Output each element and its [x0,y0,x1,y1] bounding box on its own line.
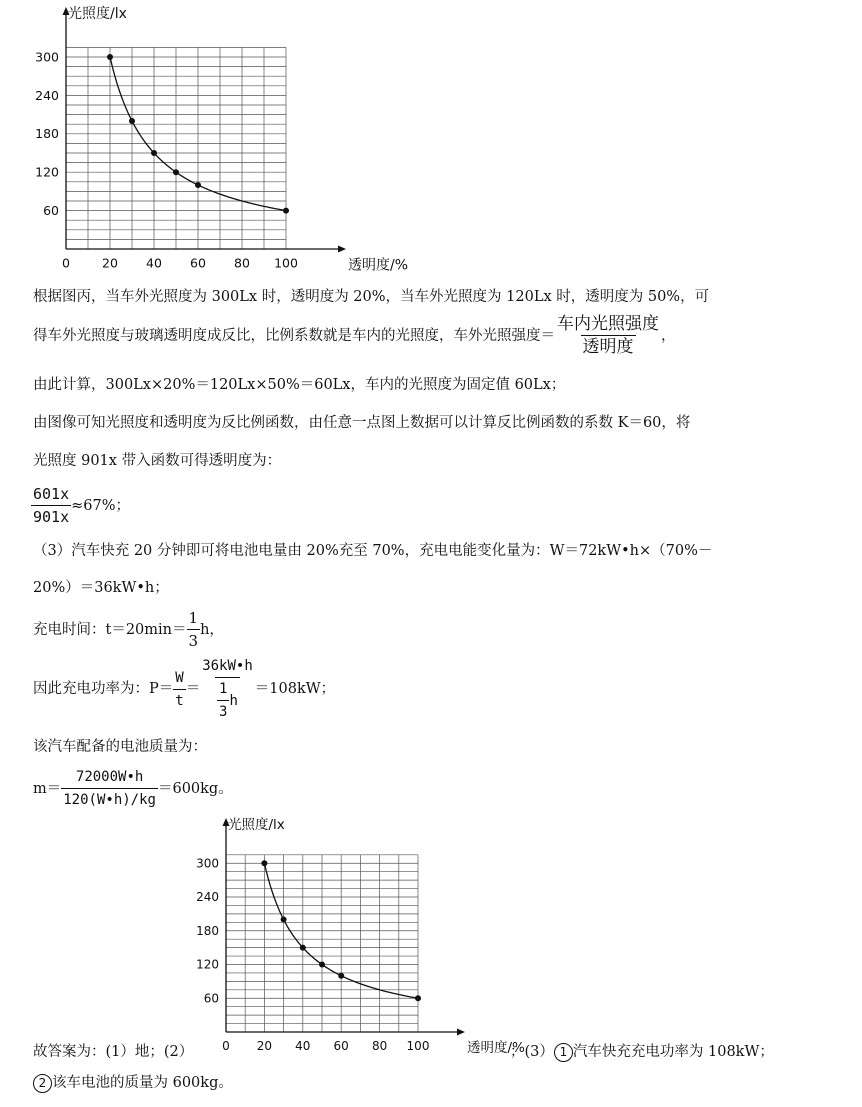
fraction-numerator: 1 [219,681,228,697]
y-tick-label: 60 [43,202,59,218]
paragraph-13-sep: ；(3） [510,1044,554,1060]
paragraph-4: 由图像可知光照度和透明度为反比例函数，由任意一点图上数据可以计算反比例函数的系数 K＝60，将 [33,415,691,431]
x-tick-label: 20 [102,255,118,271]
data-point [338,973,344,979]
paragraph-14-tail: 该车电池的质量为 600kg。 [52,1075,233,1091]
paragraph-3: 由此计算，300Lx×20%＝120Lx×50%＝60Lx，车内的光照度为固定值 60Lx； [33,377,566,393]
paragraph-6 [31,484,130,527]
paragraph-12 [33,767,233,810]
fraction-denominator: 透明度 [582,337,634,357]
fraction-numerator: 72000W•h [75,769,144,785]
data-point [173,169,179,175]
circled-number-1: 1 [554,1043,573,1062]
data-point [107,54,113,60]
x-tick-label: 0 [62,255,70,271]
fraction-light-ratio [555,314,661,357]
fraction-transparency [31,484,71,527]
x-tick-label: 20 [256,1039,273,1053]
x-tick-label: 80 [371,1039,388,1053]
paragraph-13-start: 故答案为：(1）地；(2） [33,1044,194,1060]
data-point [129,118,135,124]
fraction-w-over-t [173,668,185,711]
data-point [283,208,289,214]
paragraph-13-tail: 汽车快充充电功率为 108kW； [572,1044,774,1060]
fraction-one-third-inner [217,679,229,722]
x-tick-label: 40 [146,255,162,271]
paragraph-6-tail: ≈67%； [71,497,131,514]
y-tick-label: 300 [35,49,59,65]
fraction-denominator: t [173,689,185,711]
y-tick-label: 60 [203,991,219,1006]
fraction-numerator: W [175,669,184,686]
fraction-power [200,656,255,722]
y-tick-label: 180 [196,923,219,938]
y-axis-label: 光照度/lx [228,817,285,833]
chart-bottom [185,812,525,1062]
y-tick-label: 180 [35,126,59,142]
data-point [151,150,157,156]
equals-sign: ＝ [185,681,201,697]
fraction-denominator [215,677,240,722]
paragraph-5: 光照度 901x 带入函数可得透明度为： [33,453,282,469]
paragraph-13-end [510,1042,774,1062]
x-tick-label: 60 [333,1039,349,1053]
paragraph-9-text: 充电时间：t＝20min＝ [33,621,187,638]
paragraph-2 [33,314,676,357]
x-tick-label: 0 [222,1039,230,1053]
y-tick-label: 120 [35,164,59,180]
paragraph-10-text: 因此充电功率为：P＝ [33,681,174,697]
paragraph-10-tail: ＝108kW； [254,681,336,697]
data-point [281,917,287,923]
x-axis-arrow [457,1029,465,1036]
paragraph-2-text: 得车外光照度与玻璃透明度成反比，比例系数就是车内的光照度，车外光照强度＝ [33,327,555,344]
paragraph-9 [33,608,224,651]
x-axis-label: 透明度/% [348,257,409,274]
paragraph-1: 根据图丙，当车外光照度为 300Lx 时，透明度为 20%，当车外光照度为 120Lx 时，透明度为 50%，可 [33,289,710,305]
fraction-denominator: 3 [217,700,229,722]
y-tick-label: 240 [196,890,219,905]
circled-number-2: 2 [33,1074,52,1093]
paragraph-11: 该汽车配备的电池质量为： [33,739,207,755]
fraction-numerator: 1 [188,609,199,627]
x-tick-label: 100 [274,255,298,271]
x-tick-label: 80 [234,255,250,271]
y-axis-label: 光照度/lx [68,6,127,22]
data-point [195,182,201,188]
fraction-mass [61,767,158,810]
x-axis-arrow [338,246,346,253]
paragraph-7: （3）汽车快充 20 分钟即可将电池电量由 20%充至 70%，充电电能变化量为：W＝72kW•h×（70%－ [33,543,713,559]
paragraph-10 [33,656,335,722]
fraction-denominator: 120(W•h)/kg [61,788,158,810]
fraction-numerator: 601x [33,485,70,503]
paragraph-12-text: m＝ [33,780,62,797]
paragraph-9-tail: h， [200,621,224,638]
y-tick-label: 240 [35,87,59,103]
y-tick-label: 300 [196,856,219,871]
paragraph-14 [33,1073,233,1093]
paragraph-12-tail: ＝600kg。 [157,780,233,797]
unit-hour: h [229,692,238,709]
fraction-numerator: 36kW•h [202,658,253,674]
data-point [415,995,421,1001]
data-point [261,860,267,866]
fraction-denominator: 901x [31,505,71,527]
data-point [319,962,325,968]
fraction-denominator: 3 [187,629,201,651]
paragraph-8: 20%）＝36kW•h； [33,580,169,596]
x-axis-label: 透明度/% [467,1040,525,1056]
x-tick-label: 100 [406,1039,430,1053]
data-point [300,945,306,951]
y-tick-label: 120 [196,957,219,972]
x-tick-label: 40 [295,1039,311,1053]
fraction-one-third [187,608,201,651]
fraction-numerator: 车内光照强度 [557,314,659,334]
chart-top [22,0,409,280]
x-tick-label: 60 [190,255,206,271]
paragraph-2-tail: ， [661,327,676,344]
